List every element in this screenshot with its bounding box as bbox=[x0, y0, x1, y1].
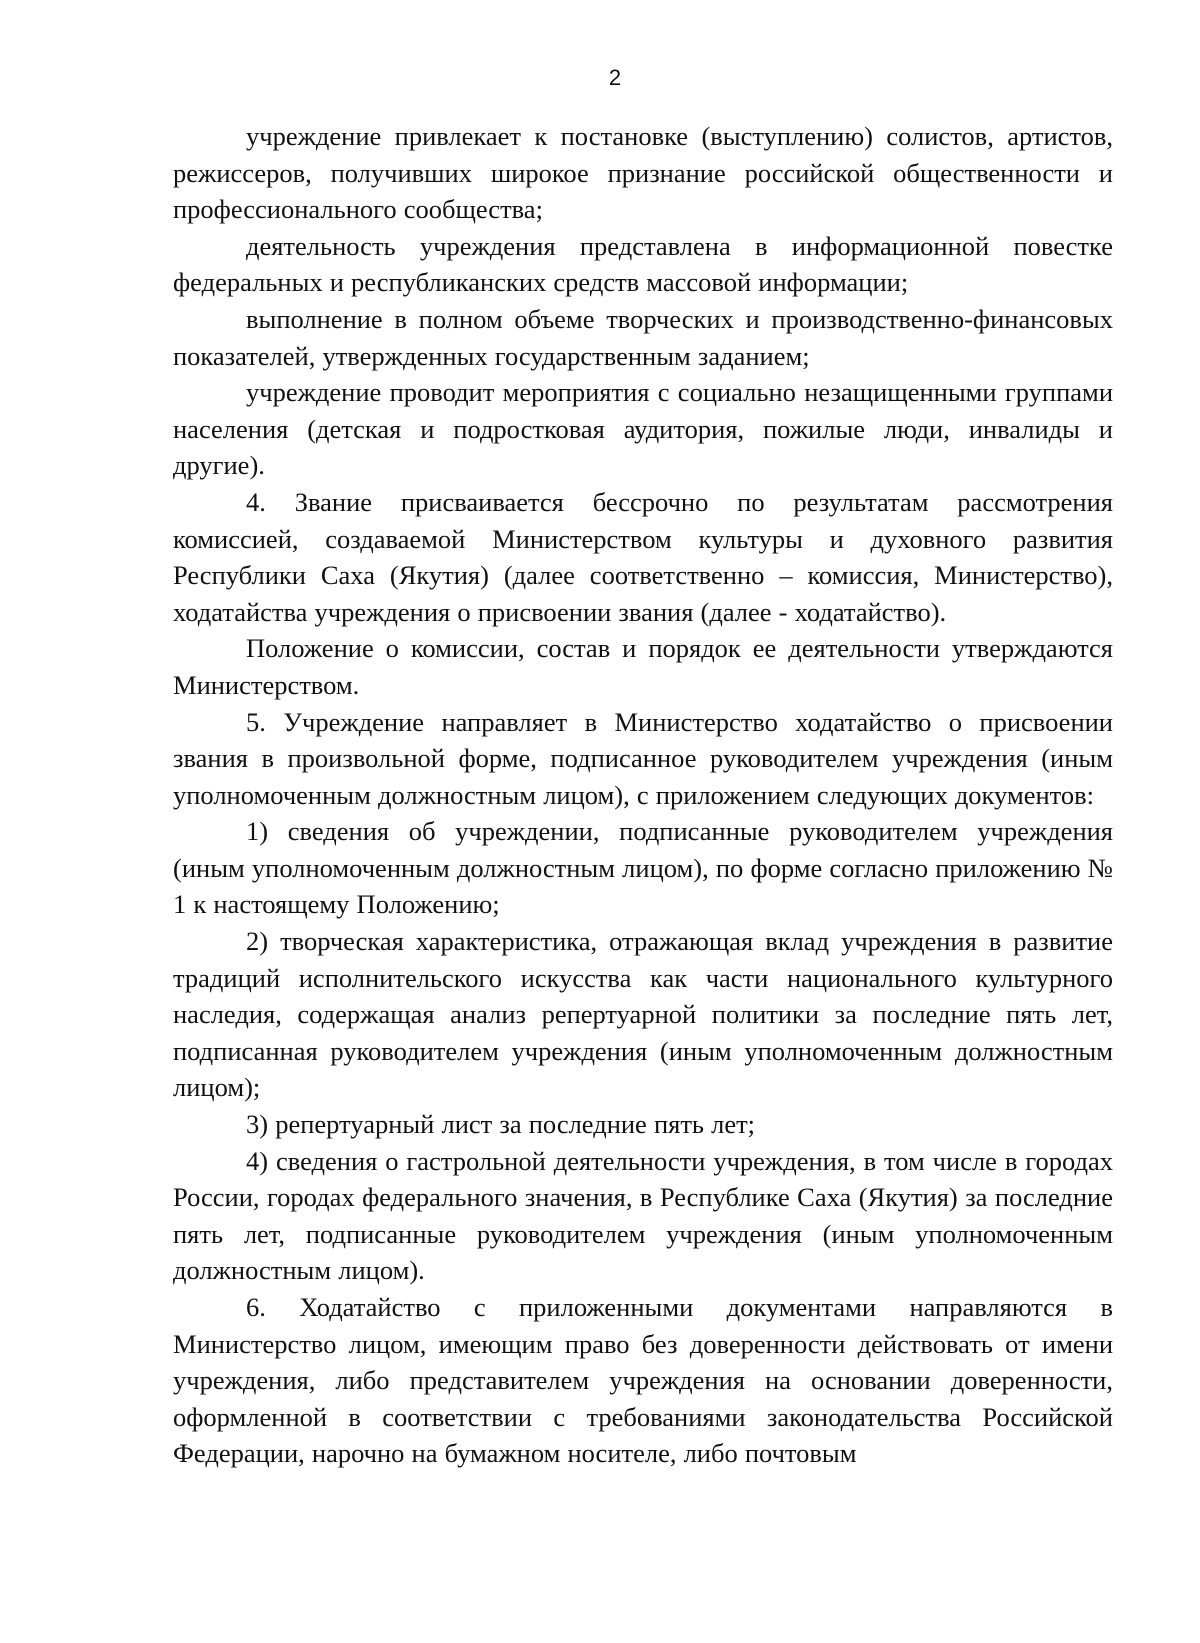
paragraph-criterion-soloists: учреждение привлекает к постановке (выступлению) солистов, артистов, режиссеров, получивших широкое признание российской общественности и профессионального сообщества; bbox=[173, 121, 1113, 225]
paragraph-clause-5: 5. Учреждение направляет в Министерство ходатайство о присвоении звания в произвольной форме, подписанное руководителем учреждения (иным уполномоченным должностным лицом), с приложением следующих документов: bbox=[173, 706, 1113, 810]
list-item-1: 1) сведения об учреждении, подписанные руководителем учреждения (иным уполномоченным должностным лицом), по форме согласно приложению № 1 к настоящему Положению; bbox=[173, 816, 1113, 920]
paragraph-criterion-social-groups: учреждение проводит мероприятия с социально незащищенными группами населения (детская и подростковая аудитория, пожилые люди, инвалиды и другие). bbox=[173, 377, 1113, 481]
paragraph-commission-regulation: Положение о комиссии, состав и порядок ее деятельности утверждаются Министерством. bbox=[173, 633, 1113, 700]
paragraph-criterion-state-task: выполнение в полном объеме творческих и производственно-финансовых показателей, утвержденных государственным заданием; bbox=[173, 303, 1113, 371]
document-body bbox=[173, 118, 1113, 1472]
paragraph-clause-4: 4. Звание присваивается бессрочно по результатам рассмотрения комиссией, создаваемой Министерством культуры и духовного развития Республики Саха (Якутия) (далее соответственно – комиссия, Министерство), ходатайства учреждения о присвоении звания (далее - ходатайство). bbox=[173, 486, 1113, 627]
paragraph-clause-6: 6. Ходатайство с приложенными документами направляются в Министерство лицом, имеющим право без доверенности действовать от имени учреждения, либо представителем учреждения на основании доверенности, оформленной в соответствии с требованиями законодательства Российской Федерации, нарочно на бумажном носителе, либо почтовым bbox=[173, 1292, 1113, 1469]
page-number: 2 bbox=[608, 65, 622, 90]
list-item-2: 2) творческая характеристика, отражающая вклад учреждения в развитие традиций исполнительского искусства как части национального культурного наследия, содержащая анализ репертуарной политики за последние пять лет, подписанная руководителем учреждения (иным уполномоченным должностным лицом); bbox=[173, 926, 1113, 1103]
paragraph-criterion-media: деятельность учреждения представлена в информационной повестке федеральных и республиканских средств массовой информации; bbox=[173, 230, 1113, 298]
list-item-3: 3) репертуарный лист за последние пять лет; bbox=[246, 1109, 756, 1140]
list-item-4: 4) сведения о гастрольной деятельности учреждения, в том числе в городах России, городах федерального значения, в Республике Саха (Якутия) за последние пять лет, подписанные руководителем учреждения (иным уполномоченным должностным лицом). bbox=[173, 1145, 1113, 1286]
